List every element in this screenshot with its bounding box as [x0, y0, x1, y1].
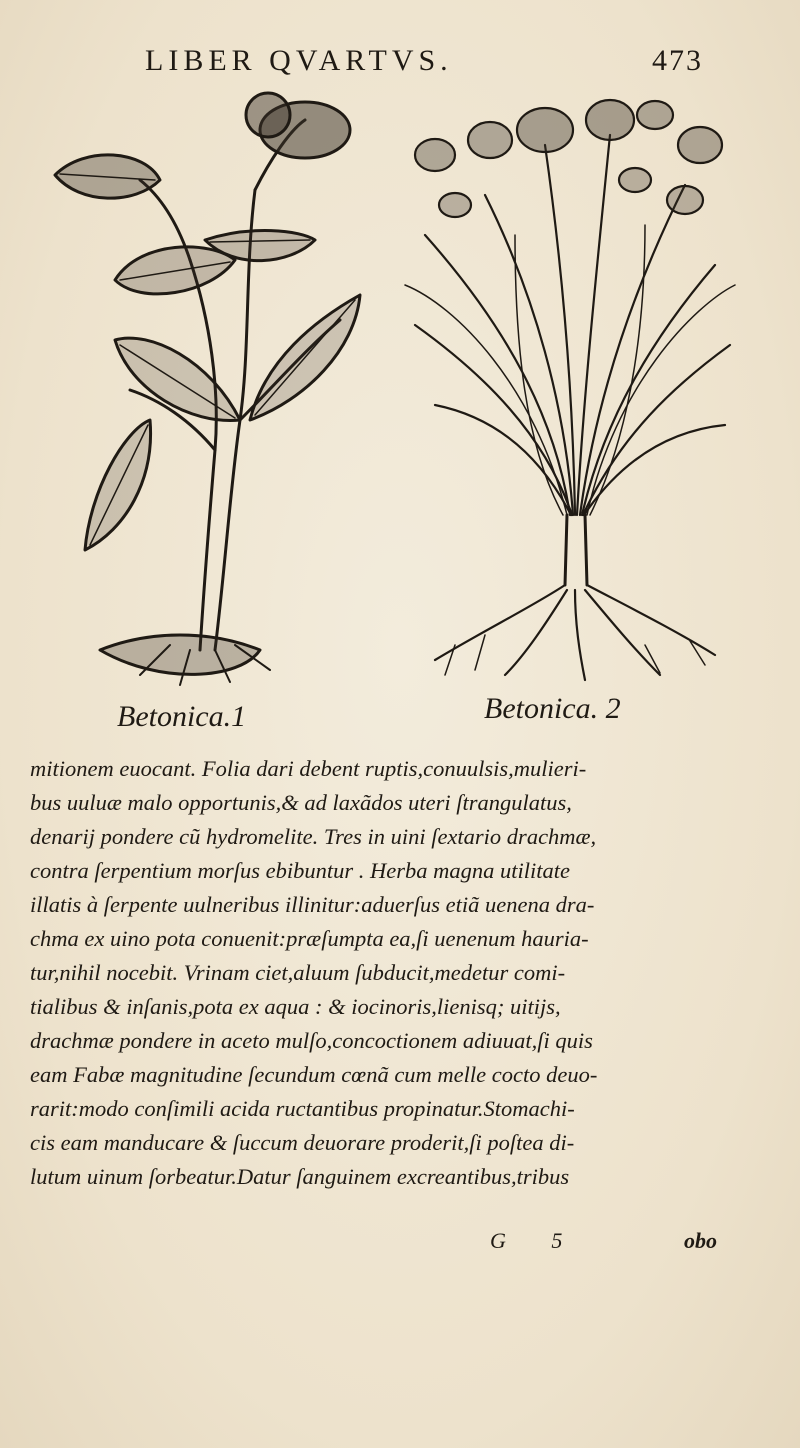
text-line: denarij pondere cũ hydromelite. Tres in uini ſextario drachmæ, [30, 824, 597, 849]
betony-plant-woodcut-icon [40, 90, 380, 690]
text-line: rarit:modo conſimili acida ructantibus propinatur.Stomachi- [30, 1096, 575, 1121]
figure-caption-2: Betonica. 2 [484, 692, 621, 725]
text-line: mitionem euocant. Folia dari debent ruptis,conuulsis,mulieri- [30, 756, 587, 781]
text-line: tur,nihil nocebit. Vrinam ciet,aluum ſubducit,medetur comi- [30, 960, 566, 985]
text-line: contra ſerpentium morſus ebibuntur . Herba magna utilitate [30, 858, 570, 883]
catchword: obo [684, 1228, 717, 1253]
page-number: 473 [652, 44, 703, 77]
betony-plant-tufted-woodcut-icon [395, 85, 740, 685]
text-line: eam Fabæ magnitudine ſecundum cœnã cum melle cocto deuo- [30, 1062, 598, 1087]
text-line: lutum uinum ſorbeatur.Datur ſanguinem excreantibus,tribus [30, 1164, 570, 1189]
text-line: illatis à ſerpente uulneribus illinitur:aduerſus etiã uenena dra- [30, 892, 595, 917]
text-line: chma ex uino pota conuenit:præſumpta ea,ſi uenenum hauria- [30, 926, 589, 951]
body-text [30, 752, 750, 1194]
text-line: bus uuluæ malo opportunis,& ad laxãdos uteri ſtrangulatus, [30, 790, 572, 815]
text-line: drachmæ pondere in aceto mulſo,concoctionem adiuuat,ſi quis [30, 1028, 593, 1053]
text-line: tialibus & inſanis,pota ex aqua : & iocinoris,lienisq; uitijs, [30, 994, 561, 1019]
signature-mark: G 5 [490, 1228, 583, 1253]
text-line: cis eam manducare & ſuccum deuorare proderit,ſi poſtea di- [30, 1130, 575, 1155]
figure-caption-1: Betonica.1 [117, 700, 247, 733]
running-head: LIBER QVARTVS. [145, 44, 453, 77]
